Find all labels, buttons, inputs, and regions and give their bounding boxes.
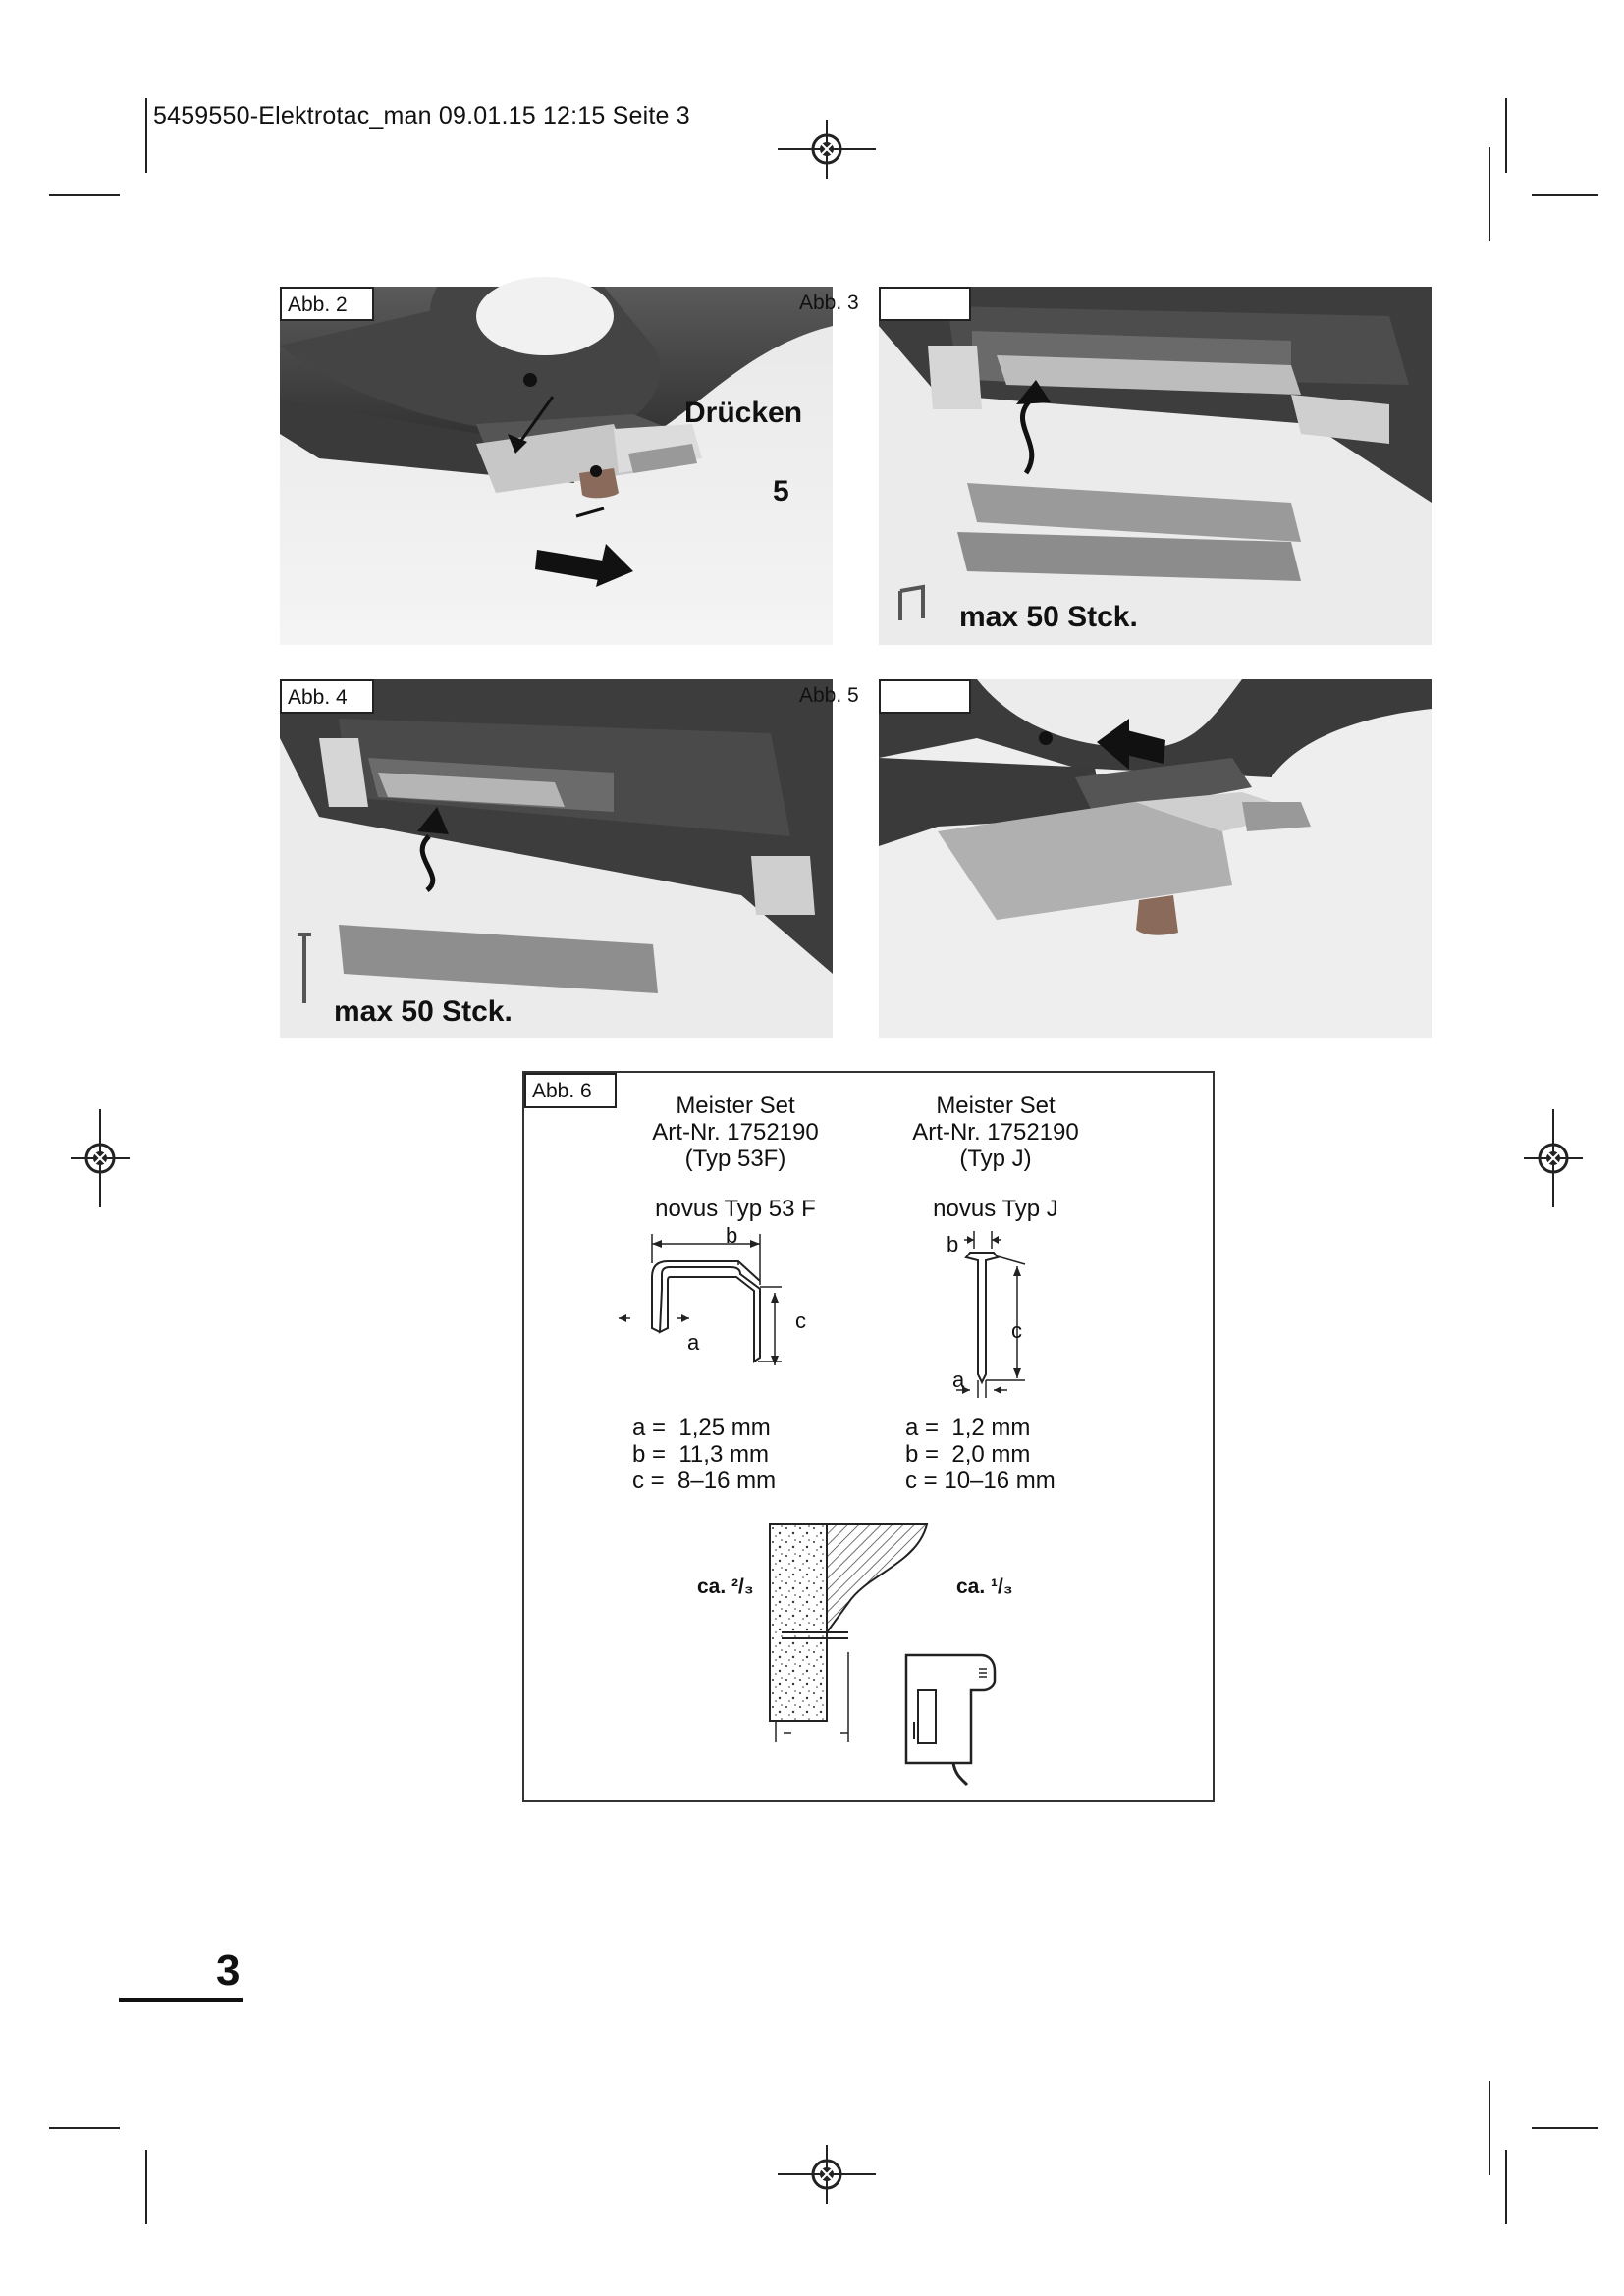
staples-loading-illustration — [879, 287, 1432, 645]
dim-c-label: c — [795, 1308, 806, 1333]
ratio-left-label: ca. ²/₃ — [697, 1575, 754, 1598]
nail-typ-j-diagram — [927, 1225, 1045, 1421]
left-article-number: Art-Nr. 1752190 — [652, 1119, 819, 1146]
left-spec-b: b = 11,3 mm — [632, 1441, 769, 1468]
figure-label-box — [879, 679, 971, 714]
figure-abb2-photo — [280, 287, 833, 645]
tacker-outline-icon — [902, 1645, 1001, 1792]
dim-a-label: a — [687, 1330, 700, 1355]
figure-label-box — [879, 287, 971, 321]
right-nail-type: novus Typ J — [933, 1196, 1058, 1222]
page-number-rule — [119, 1998, 243, 2002]
figure-label: Abb. 3 — [799, 292, 859, 314]
registration-mark-icon — [778, 120, 876, 179]
crop-mark — [49, 2127, 120, 2129]
right-type-code: (Typ J) — [959, 1146, 1032, 1172]
figure-label: Abb. 2 — [280, 287, 374, 321]
right-spec-a: a = 1,2 mm — [905, 1415, 1031, 1441]
crop-mark — [1532, 2127, 1598, 2129]
print-header: 5459550-Elektrotac_man 09.01.15 12:15 Seite 3 — [153, 102, 690, 130]
part-number-callout: 5 — [773, 475, 789, 507]
left-type-code: (Typ 53F) — [684, 1146, 786, 1172]
crop-mark — [1489, 2081, 1490, 2175]
ratio-right-label: ca. ¹/₃ — [956, 1575, 1013, 1598]
figure-abb4-photo — [280, 679, 833, 1038]
left-set-name: Meister Set — [676, 1093, 795, 1119]
figure-label: Abb. 4 — [280, 679, 374, 714]
crop-mark — [1532, 194, 1598, 196]
registration-mark-icon — [1524, 1109, 1583, 1207]
capacity-callout: max 50 Stck. — [959, 601, 1138, 633]
nails-loading-illustration — [280, 679, 833, 1038]
right-article-number: Art-Nr. 1752190 — [912, 1119, 1079, 1146]
figure-abb3-photo — [799, 287, 1432, 645]
right-set-name: Meister Set — [936, 1093, 1056, 1119]
left-spec-c: c = 8–16 mm — [632, 1468, 777, 1494]
magazine-closing-illustration — [879, 679, 1432, 1038]
figure-label: Abb. 6 — [524, 1073, 617, 1108]
dim-c-label: c — [1011, 1318, 1022, 1343]
press-callout: Drücken — [684, 397, 803, 429]
page-number: 3 — [216, 1947, 241, 1995]
figure-abb6-box — [522, 1071, 1215, 1802]
crop-mark — [145, 2150, 147, 2224]
figure-abb5-photo — [799, 679, 1432, 1038]
left-spec-a: a = 1,25 mm — [632, 1415, 771, 1441]
crop-mark — [1505, 2150, 1507, 2224]
crop-mark — [145, 98, 147, 173]
right-spec-c: c = 10–16 mm — [905, 1468, 1056, 1494]
tacker-magazine-open-illustration — [280, 287, 833, 645]
right-spec-b: b = 2,0 mm — [905, 1441, 1031, 1468]
left-staple-type: novus Typ 53 F — [655, 1196, 816, 1222]
crop-mark — [49, 194, 120, 196]
registration-mark-icon — [71, 1109, 130, 1207]
figure-label: Abb. 5 — [799, 684, 859, 707]
capacity-callout: max 50 Stck. — [334, 995, 513, 1028]
crop-mark — [1505, 98, 1507, 173]
crop-mark — [1489, 147, 1490, 241]
dim-b-label: b — [947, 1232, 959, 1256]
dim-a-label: a — [952, 1367, 965, 1392]
registration-mark-icon — [778, 2145, 876, 2204]
dim-b-label: b — [726, 1223, 738, 1248]
